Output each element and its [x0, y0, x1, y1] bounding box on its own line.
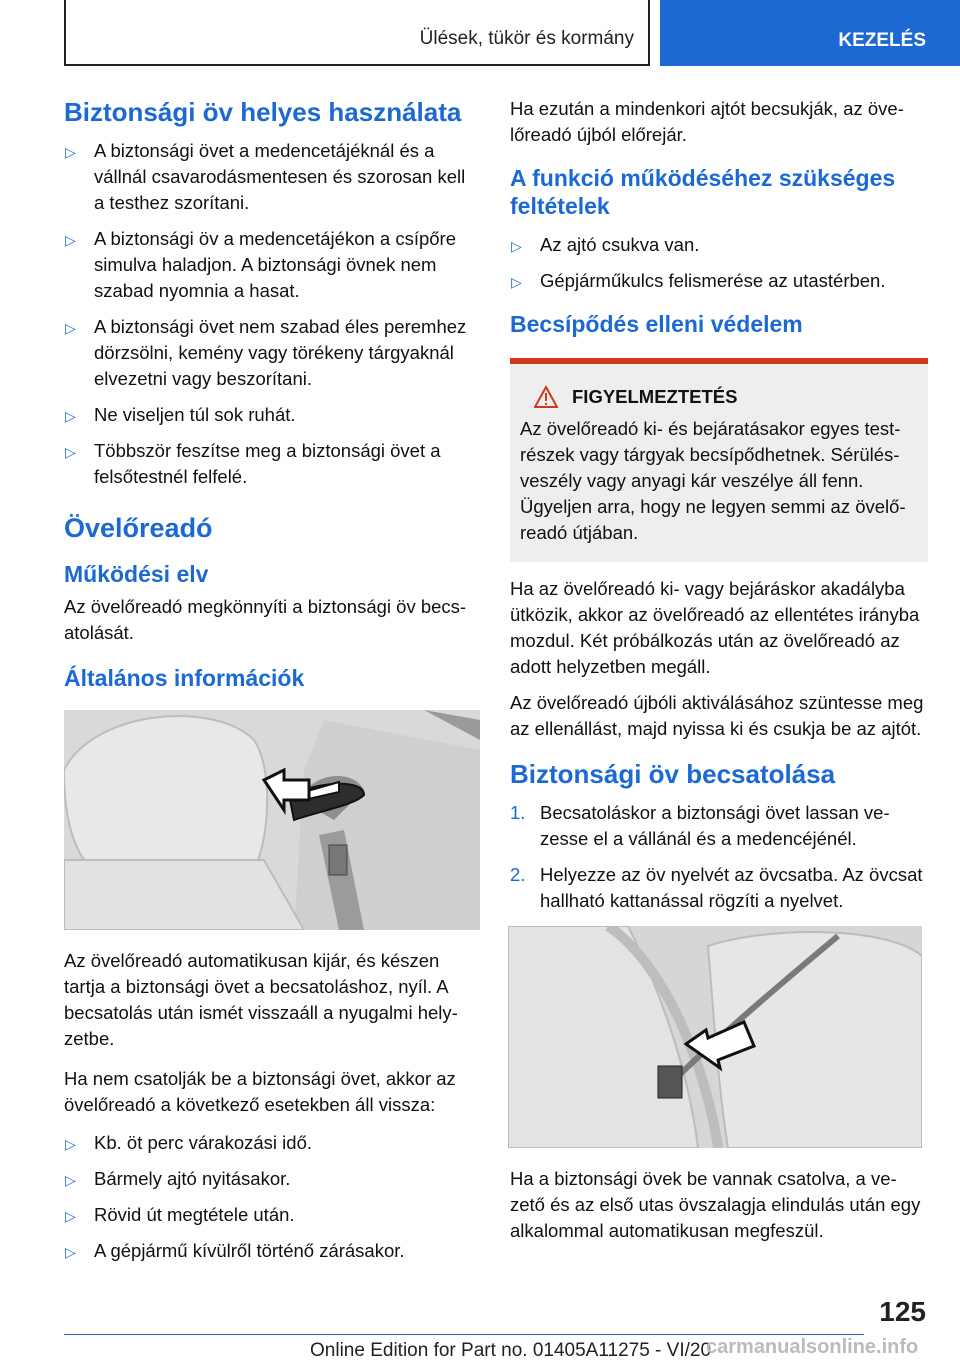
heading-belt-use: Biztonsági öv helyes használata — [64, 97, 462, 127]
paragraph-automatikus: Az övelőreadó automatikusan kijár, és készen tartja a biztonsági övet a becsatoláshoz, nyíl. A becsatolás után ismét visszaáll a nyugalmi hely- zetbe. — [64, 950, 458, 1049]
list-item: ▷ A biztonsági övet a medencetájéknál és a vállnál csavarodásmentesen és szorosan kell a testhez szorítani. — [65, 140, 466, 213]
triangle-bullet-icon: ▷ — [65, 1208, 76, 1224]
warning-title: FIGYELMEZTETÉS — [572, 386, 738, 407]
left-column — [64, 96, 480, 1276]
page-header — [0, 0, 960, 66]
list-item: ▷ Bármely ajtó nyitásakor. — [64, 1166, 480, 1192]
right-column — [510, 96, 928, 1254]
heading-altalanos: Általános információk — [64, 665, 305, 691]
triangle-bullet-icon: ▷ — [65, 232, 76, 248]
watermark: carmanualsonline.info — [706, 1336, 919, 1358]
edition-text: Online Edition for Part no. 01405A11275 - VI/20 — [310, 1340, 712, 1361]
page-number: 125 — [879, 1296, 926, 1327]
paragraph-feszul: Ha a biztonsági övek be vannak csatolva, a ve- zető és az első utas övszalagja elindulás után egy alkalommal automatikusan megfeszül. — [510, 1168, 921, 1241]
footer-divider — [64, 1334, 864, 1335]
list-item: ▷ A biztonsági öv a medencetájékon a csípőre simulva haladjon. A biztonsági övnek nem szabad nyomnia a hasat. — [65, 228, 457, 301]
heading-ovelo: Övelőreadó — [64, 513, 213, 543]
paragraph-akadaly: Ha az övelőreadó ki- vagy bejáráskor akadályba ütközik, akkor az övelőreadó az ellentétes irányba mozdul. Két próbálkozás után az övelőreadó az adott helyzetben megáll. — [510, 578, 920, 677]
warning-text: Az övelőreadó ki- és bejáratásakor egyes test- részek vagy tárgyak becsípődhetnek. Sérülés- veszély vagy anyagi kár veszélye áll fenn. Ügyeljen arra, hogy ne legyen semmi az övelő- readó útjában. — [520, 418, 906, 543]
belt-buckle-image — [508, 926, 922, 1148]
list-item: ▷ A biztonsági övet nem szabad éles peremhez dörzsölni, kemény vagy törékeny tárgyaknál elvezetni vagy beszorítani. — [65, 316, 467, 389]
triangle-bullet-icon: ▷ — [65, 444, 76, 460]
list-item: ▷ Gépjárműkulcs felismerése az utastérben. — [510, 268, 928, 294]
list-item: ▷ Ne viseljen túl sok ruhát. — [64, 402, 480, 428]
triangle-bullet-icon: ▷ — [65, 408, 76, 424]
heading-feltetelek: A funkció működéséhez szükséges feltételek — [510, 165, 896, 219]
paragraph-ajto: Ha ezután a mindenkori ajtót becsukják, az öve- lőreadó újból előrejár. — [510, 98, 904, 145]
page-footer — [0, 1290, 960, 1362]
seat-belt-presenter-illustration — [64, 710, 480, 930]
triangle-bullet-icon: ▷ — [65, 320, 76, 336]
list-item: 1. Becsatoláskor a biztonsági övet lassan ve- zesse el a vállánál és a medencéjénél. — [510, 802, 890, 849]
triangle-bullet-icon: ▷ — [65, 144, 76, 160]
heading-becsatolas: Biztonsági öv becsatolása — [510, 759, 836, 789]
seat-belt-buckle-illustration — [508, 926, 922, 1148]
conditions-list — [510, 232, 928, 294]
return-conditions-list — [64, 1130, 480, 1264]
warning-triangle-icon — [534, 386, 558, 408]
list-item: ▷ Többször feszítse meg a biztonsági övet a felsőtestnél felfelé. — [65, 440, 441, 487]
list-item: ▷ A gépjármű kívülről történő zárásakor. — [64, 1238, 480, 1264]
heading-becsipodes: Becsípődés elleni védelem — [510, 311, 803, 337]
belt-use-list — [64, 138, 480, 490]
fasten-steps-list — [510, 800, 928, 914]
paragraph-mukodesi: Az övelőreadó megkönnyíti a biztonsági öv becs- atolását. — [64, 596, 467, 643]
heading-mukodesi-elv: Működési elv — [64, 561, 209, 587]
list-item: ▷ Az ajtó csukva van. — [510, 232, 928, 258]
list-item: 2. Helyezze az öv nyelvét az övcsatba. Az övcsat hallható kattanással rögzíti a nyelvet. — [510, 864, 923, 911]
paragraph-ujra: Az övelőreadó újbóli aktiválásához szüntesse meg az ellenállást, majd nyissa ki és csukja be az ajtót. — [510, 692, 924, 739]
list-item: ▷ Kb. öt perc várakozási idő. — [64, 1130, 480, 1156]
triangle-bullet-icon: ▷ — [65, 1244, 76, 1260]
chapter-tab[interactable]: KEZELÉS — [660, 0, 960, 66]
belt-presenter-image — [64, 710, 480, 930]
triangle-bullet-icon: ▷ — [511, 274, 522, 290]
triangle-bullet-icon: ▷ — [65, 1172, 76, 1188]
section-title: Ülések, tükör és kormány — [64, 0, 650, 66]
triangle-bullet-icon: ▷ — [511, 238, 522, 254]
paragraph-ha-nem: Ha nem csatolják be a biztonsági övet, akkor az övelőreadó a következő esetekben áll vissza: — [64, 1068, 456, 1115]
warning-header — [520, 386, 918, 408]
list-item: ▷ Rövid út megtétele után. — [64, 1202, 480, 1228]
warning-box — [510, 358, 928, 562]
triangle-bullet-icon: ▷ — [65, 1136, 76, 1152]
